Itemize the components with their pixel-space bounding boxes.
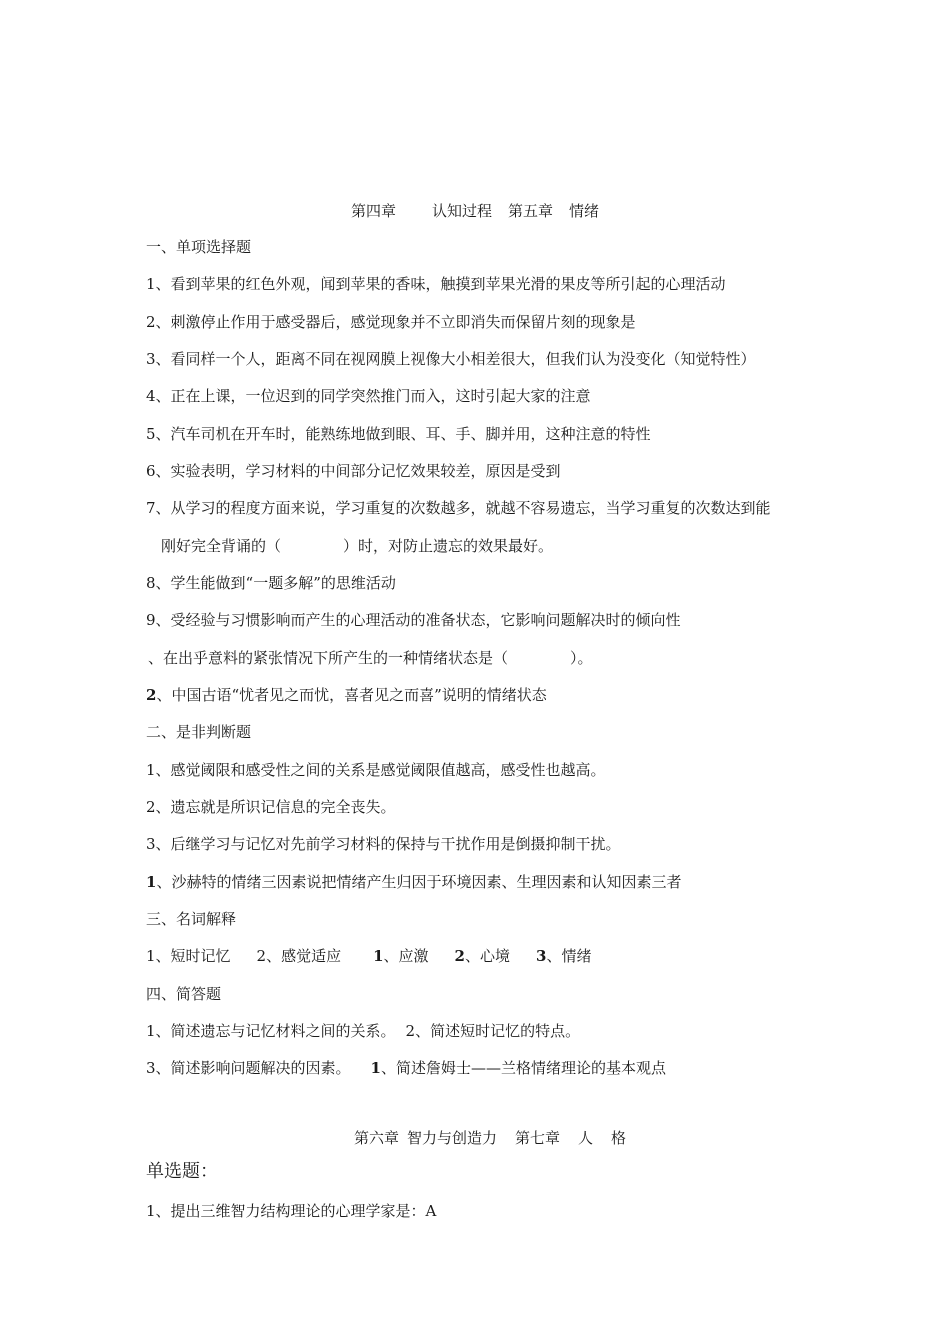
question-11-number: 2 [146,686,157,704]
short-answer-row-1 [146,1021,580,1041]
question-11 [146,685,547,705]
short-answer-row-2 [146,1058,666,1078]
question-8: 8、学生能做到“一题多解”的思维活动 [146,574,396,592]
question-4: 4、正在上课，一位迟到的同学突然推门而入，这时引起大家的注意 [146,387,591,405]
term-mood: 、心境 [464,947,510,965]
header-cognition: 认知过程 [431,202,492,220]
term-mood-number: 2 [454,947,465,965]
question-6: 6、实验表明，学习材料的中间部分记忆效果较差，原因是受到 [146,462,561,480]
definition-terms [146,946,591,966]
chapter-header-1 [0,201,950,221]
header-chapter-four: 第四章 [350,202,396,220]
term-stress-number: 1 [373,947,384,965]
judgment-4-number: 1 [146,873,157,891]
judgment-4 [146,872,681,892]
short-answer-2: 2、简述短时记忆的特点。 [405,1022,581,1040]
header-emotion: 情绪 [569,202,600,220]
term-stress: 、应激 [383,947,429,965]
question-7-text-before-blank: 刚好完全背诵的（ [161,537,282,555]
header-chapter-six: 第六章 [353,1129,399,1147]
short-answer-4-number: 1 [370,1059,381,1077]
short-answer-3: 3、简述影响问题解决的因素。 [146,1059,351,1077]
short-answer-4: 、简述詹姆士——兰格情绪理论的基本观点 [380,1059,666,1077]
question-2: 2、刺激停止作用于感受器后，感觉现象并不立即消失而保留片刻的现象是 [146,313,636,331]
judgment-3: 3、后继学习与记忆对先前学习材料的保持与干扰作用是倒摄抑制干扰。 [146,835,621,853]
question-5: 5、汽车司机在开车时，能熟练地做到眼、耳、手、脚并用，这种注意的特性 [146,425,651,443]
header-chapter-seven: 第七章 [514,1129,560,1147]
question-10-text-after-blank: ）。 [570,649,593,667]
question-10 [148,648,593,668]
header-personality-1: 人 [578,1129,594,1147]
question-7-text-after-blank: ）时，对防止遗忘的效果最好。 [343,537,554,555]
term-emotion: 、情绪 [546,947,592,965]
question-11-text: 、中国古语“忧者见之而忧，喜者见之而喜”说明的情绪状态 [156,686,547,704]
section-true-false: 二、是非判断题 [146,723,252,741]
header-chapter-five: 第五章 [508,202,554,220]
question-1: 1、看到苹果的红色外观，闻到苹果的香味，触摸到苹果光滑的果皮等所引起的心理活动 [146,275,726,293]
term-sensory-adaptation: 2、感觉适应 [256,947,342,965]
judgment-4-text: 、沙赫特的情绪三因素说把情绪产生归因于环境因素、生理因素和认知因素三者 [156,873,682,891]
short-answer-1: 1、简述遗忘与记忆材料之间的关系。 [146,1022,396,1040]
question-10-text-before-blank: 、在出乎意料的紧张情况下所产生的一种情绪状态是（ [148,649,509,667]
question-7-line-2 [161,536,553,556]
question-7-line-1: 7、从学习的程度方面来说，学习重复的次数越多，就越不容易遗忘，当学习重复的次数达到能 [146,499,771,517]
judgment-2: 2、遗忘就是所识记信息的完全丧失。 [146,798,396,816]
term-emotion-number: 3 [536,947,547,965]
section-single-choice: 一、单项选择题 [146,238,252,256]
header-personality-2: 格 [611,1129,627,1147]
section-definitions: 三、名词解释 [146,910,237,928]
question-ch6-1: 1、提出三维智力结构理论的心理学家是：A [146,1202,437,1220]
header-intelligence-creativity: 智力与创造力 [406,1129,497,1147]
term-short-term-memory: 1、短时记忆 [146,947,231,965]
chapter-header-2 [0,1128,950,1148]
section-single-choice-2: 单选题： [146,1161,218,1182]
judgment-1: 1、感觉阈限和感受性之间的关系是感觉阈限值越高，感受性也越高。 [146,761,606,779]
question-9: 9、受经验与习惯影响而产生的心理活动的准备状态，它影响问题解决时的倾向性 [146,611,681,629]
question-3: 3、看同样一个人，距离不同在视网膜上视像大小相差很大，但我们认为没变化（知觉特性） [146,350,756,368]
section-short-answer: 四、简答题 [146,985,222,1003]
